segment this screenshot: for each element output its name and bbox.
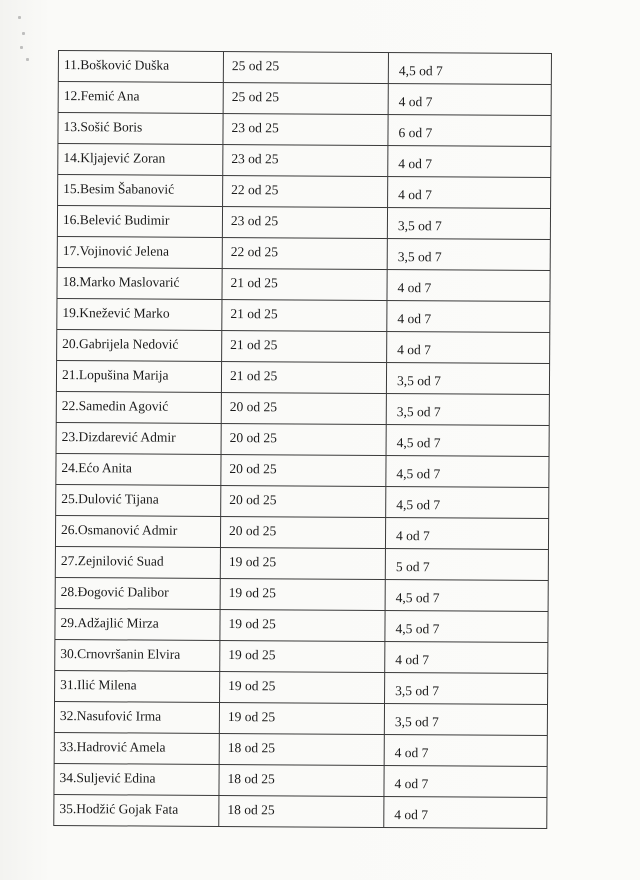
student-name-cell: 21.Lopušina Marija (56, 361, 221, 392)
grade-cell: 4 od 7 (387, 146, 551, 177)
student-name-cell: 17.Vojinović Jelena (57, 237, 222, 268)
student-name-cell: 31.Ilić Milena (54, 671, 219, 702)
table-row (58, 50, 552, 84)
grade-cell: 4,5 od 7 (385, 456, 549, 487)
student-name-cell: 28.Đogović Dalibor (55, 578, 220, 609)
score-cell: 19 od 25 (219, 703, 384, 734)
score-cell: 25 od 25 (223, 83, 388, 114)
grade-cell: 6 od 7 (387, 115, 551, 146)
score-cell: 19 od 25 (219, 641, 384, 672)
table-row (55, 546, 549, 580)
score-cell: 18 od 25 (218, 765, 383, 796)
grade-cell: 4,5 od 7 (385, 580, 549, 611)
score-cell: 19 od 25 (219, 672, 384, 703)
student-name-cell: 26.Osmanović Admir (55, 516, 220, 547)
score-cell: 21 od 25 (221, 300, 386, 331)
student-name-cell: 13.Sošić Boris (57, 113, 222, 144)
score-cell: 19 od 25 (219, 610, 384, 641)
table-row (56, 360, 550, 394)
table-row (54, 701, 548, 735)
score-cell: 20 od 25 (220, 486, 385, 517)
score-cell: 23 od 25 (222, 207, 387, 238)
grade-cell: 4 od 7 (387, 177, 551, 208)
student-name-cell: 25.Dulović Tijana (55, 485, 220, 516)
grade-cell: 3,5 od 7 (384, 673, 548, 704)
table-row (56, 422, 550, 456)
table-row (53, 763, 547, 797)
grade-cell: 4 od 7 (383, 797, 547, 828)
student-name-cell: 23.Dizdarević Admir (56, 423, 221, 454)
score-cell: 21 od 25 (221, 362, 386, 393)
student-name-cell: 32.Nasufović Irma (54, 702, 219, 733)
grade-cell: 4,5 od 7 (388, 53, 552, 84)
score-cell: 25 od 25 (223, 52, 388, 83)
student-name-cell: 34.Suljević Edina (53, 764, 218, 795)
table-row (54, 732, 548, 766)
grade-cell: 5 od 7 (385, 549, 549, 580)
score-cell: 22 od 25 (222, 176, 387, 207)
score-cell: 18 od 25 (219, 734, 384, 765)
grade-cell: 3,5 od 7 (387, 208, 551, 239)
student-name-cell: 33.Hadrović Amela (54, 733, 219, 764)
score-cell: 20 od 25 (220, 517, 385, 548)
score-cell: 19 od 25 (220, 548, 385, 579)
student-name-cell: 24.Ećo Anita (55, 454, 220, 485)
grade-cell: 4,5 od 7 (386, 425, 550, 456)
table-row (57, 236, 551, 270)
table-row (55, 515, 549, 549)
table-row (54, 608, 548, 642)
table-row (55, 577, 549, 611)
score-cell: 20 od 25 (221, 424, 386, 455)
score-cell: 20 od 25 (220, 455, 385, 486)
student-name-cell: 19.Knežević Marko (56, 299, 221, 330)
student-name-cell: 18.Marko Maslovarić (56, 268, 221, 299)
table-row (53, 794, 547, 829)
student-name-cell: 11.Bošković Duška (58, 51, 223, 82)
scan-artifacts (14, 12, 34, 72)
score-cell: 20 od 25 (221, 393, 386, 424)
grade-cell: 3,5 od 7 (386, 394, 550, 425)
student-name-cell: 20.Gabrijela Nedović (56, 330, 221, 361)
grade-cell: 4 od 7 (384, 642, 548, 673)
table-row (55, 453, 549, 487)
grade-cell: 4,5 od 7 (384, 611, 548, 642)
table-row (56, 391, 550, 425)
grade-cell: 4 od 7 (386, 332, 550, 363)
student-name-cell: 29.Adžajlić Mirza (54, 609, 219, 640)
table-row (56, 267, 550, 301)
grade-cell: 4 od 7 (385, 518, 549, 549)
grade-cell: 4 od 7 (388, 84, 552, 115)
grade-cell: 3,5 od 7 (384, 704, 548, 735)
grade-cell: 4,5 od 7 (385, 487, 549, 518)
score-cell: 18 od 25 (218, 796, 383, 827)
table-row (57, 205, 551, 239)
student-name-cell: 15.Besim Šabanović (57, 175, 222, 206)
table-row (56, 329, 550, 363)
table-row (57, 174, 551, 208)
student-name-cell: 35.Hodžić Gojak Fata (53, 795, 218, 826)
grade-cell: 3,5 od 7 (387, 239, 551, 270)
score-cell: 21 od 25 (221, 331, 386, 362)
table-row (58, 81, 552, 115)
student-name-cell: 14.Kljajević Zoran (57, 144, 222, 175)
student-name-cell: 16.Belević Budimir (57, 206, 222, 237)
student-name-cell: 12.Femić Ana (58, 82, 223, 113)
score-cell: 23 od 25 (222, 114, 387, 145)
table-row (54, 670, 548, 704)
student-name-cell: 27.Zejnilović Suad (55, 547, 220, 578)
table-row (57, 112, 551, 146)
table-row (57, 143, 551, 177)
table-row (56, 298, 550, 332)
grade-cell: 4 od 7 (386, 270, 550, 301)
table-row (55, 484, 549, 518)
grade-cell: 3,5 od 7 (386, 363, 550, 394)
score-cell: 22 od 25 (222, 238, 387, 269)
grade-cell: 4 od 7 (384, 735, 548, 766)
grade-cell: 4 od 7 (383, 766, 547, 797)
score-cell: 19 od 25 (220, 579, 385, 610)
score-cell: 23 od 25 (222, 145, 387, 176)
student-name-cell: 30.Crnovršanin Elvira (54, 640, 219, 671)
grade-cell: 4 od 7 (386, 301, 550, 332)
results-table (53, 50, 552, 829)
score-cell: 21 od 25 (221, 269, 386, 300)
student-name-cell: 22.Samedin Agović (56, 392, 221, 423)
table-row (54, 639, 548, 673)
